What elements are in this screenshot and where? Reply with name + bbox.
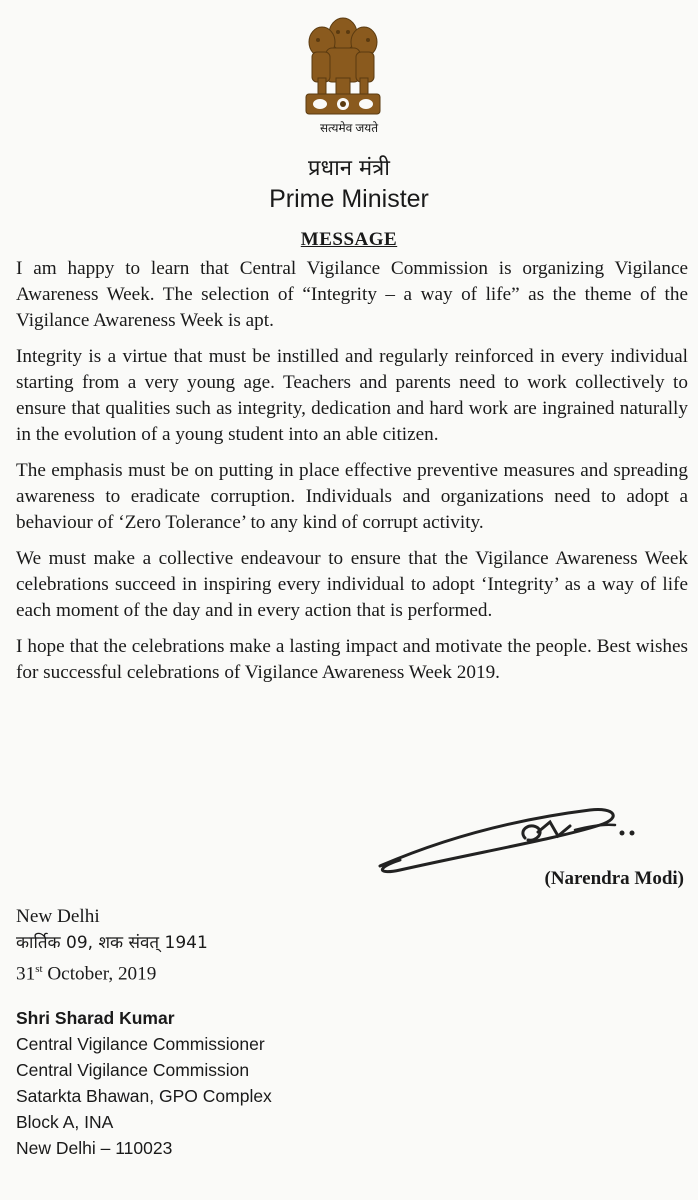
date-suffix: st bbox=[35, 963, 43, 975]
english-date bbox=[16, 956, 272, 987]
hindi-date: कार्तिक 09, शक संवत् 1941 bbox=[16, 933, 208, 953]
letter-footer bbox=[16, 904, 272, 1161]
message-paragraph: We must make a collective endeavour to ensure that the Vigilance Awareness Week celebrations succeed in inspiring every individual to adopt ‘Integrity’ as a way of life each moment of the day and in every action that is performed. bbox=[16, 548, 688, 621]
signatory-name: (Narendra Modi) bbox=[544, 868, 684, 889]
recipient-name: Shri Sharad Kumar bbox=[16, 1008, 175, 1029]
place: New Delhi bbox=[16, 906, 100, 927]
office-title-hindi: प्रधान मंत्री bbox=[308, 156, 390, 181]
address-line: Central Vigilance Commission bbox=[16, 1060, 250, 1081]
message-heading: MESSAGE bbox=[300, 229, 398, 250]
message-paragraph: The emphasis must be on putting in place effective preventive measures and spreading awareness to eradicate corruption. Individuals and organizations need to adopt a behaviour of ‘Zero Tolerance’ to any kind of corrupt activity. bbox=[16, 460, 688, 533]
address-line: New Delhi – 110023 bbox=[16, 1138, 173, 1159]
address-line: Satarkta Bhawan, GPO Complex bbox=[16, 1086, 272, 1107]
address-line: Central Vigilance Commissioner bbox=[16, 1034, 265, 1055]
address-line: Block A, INA bbox=[16, 1112, 114, 1133]
message-body bbox=[16, 256, 688, 696]
dateline bbox=[16, 904, 272, 987]
national-motto: सत्यमेव जयते bbox=[319, 121, 379, 135]
date-rest: October, 2019 bbox=[42, 963, 157, 985]
message-paragraph: Integrity is a virtue that must be instilled and regularly reinforced in every individual starting from a very young age. Teachers and parents need to work collectively to ensure that qualities such as integrity, dedication and hard work are ingrained naturally in the evolution of a young student into an able citizen. bbox=[16, 346, 688, 445]
recipient-address bbox=[16, 1005, 272, 1161]
message-paragraph: I hope that the celebrations make a lasting impact and motivate the people. Best wishes for successful celebrations of Vigilance Awareness Week 2019. bbox=[16, 636, 688, 683]
date-day: 31 bbox=[16, 963, 36, 985]
office-title-english: Prime Minister bbox=[269, 185, 429, 213]
message-paragraph: I am happy to learn that Central Vigilance Commission is organizing Vigilance Awareness Week. The selection of “Integrity – a way of life” as the theme of the Vigilance Awareness Week is apt. bbox=[16, 258, 688, 331]
national-emblem-icon bbox=[298, 12, 388, 122]
